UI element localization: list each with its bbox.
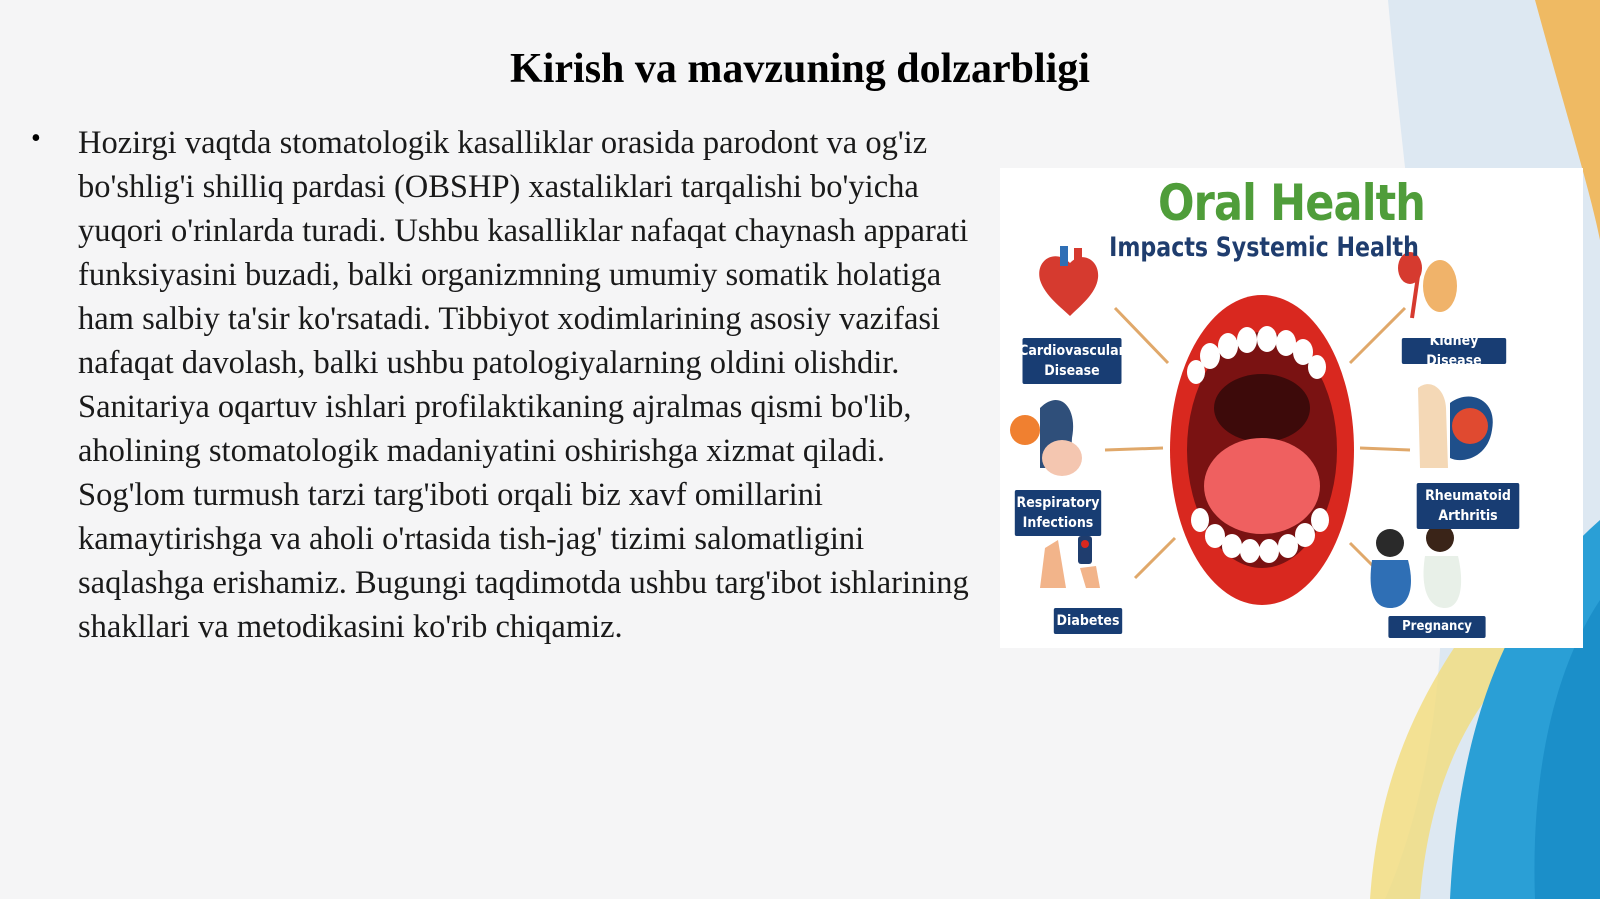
slide-title: Kirish va mavzuning dolzarbligi — [510, 46, 1090, 92]
heart-icon — [1039, 246, 1098, 316]
label-diabetes: Diabetes — [1054, 608, 1122, 634]
label-kidney-disease: Kidney Disease — [1402, 338, 1506, 364]
label-pregnancy: Pregnancy — [1388, 616, 1485, 638]
label-respiratory-infections: Respiratory Infections — [1015, 490, 1101, 536]
open-mouth-icon — [1170, 295, 1354, 605]
respiratory-icon — [1010, 400, 1082, 476]
hand-joint-icon — [1418, 384, 1493, 468]
glucose-meter-icon — [1040, 536, 1100, 588]
pregnancy-icon — [1371, 524, 1462, 608]
label-rheumatoid-arthritis: Rheumatoid Arthritis — [1417, 483, 1520, 529]
bullet-paragraph: Hozirgi vaqtda stomatologik kasalliklar orasida parodont va og'iz bo'shlig'i shilliq pardasi (OBSHP) xastaliklari tarqalishi bo'yicha yuqori o'rinlarda turadi. Ushbu kasalliklar nafaqat chaynash apparati funksiyasini buzadi, balki organizmning umumiy somatik holatiga ham salbiy ta'sir ko'rsatadi. Tibbiyot xodimlarining asosiy vazifasi nafaqat davolash, balki ushbu patologiyalarning oldini olishdir. Sanitariya oqartuv ishlari profilaktikaning ajralmas qismi bo'lib, aholining stomatologik madaniyatini oshirishga xizmat qiladi. Sog'lom turmush tarzi targ'iboti orqali biz xavf omillarini kamaytirishga va aholi o'rtasida tish-jag' tizimi salomatligini saqlashga erishamiz. Bugungi taqdimotda ushbu targ'ibot ishlarining shakllari va metodikasini ko'rib chiqamiz. — [78, 125, 969, 645]
label-cardiovascular-disease: Cardiovascular Disease — [1023, 338, 1122, 384]
infographic-title: Oral Health — [1157, 174, 1426, 232]
bullet-marker: • — [31, 123, 41, 154]
oral-health-infographic — [1000, 168, 1583, 648]
infographic-subtitle: Impacts Systemic Health — [1109, 232, 1419, 263]
